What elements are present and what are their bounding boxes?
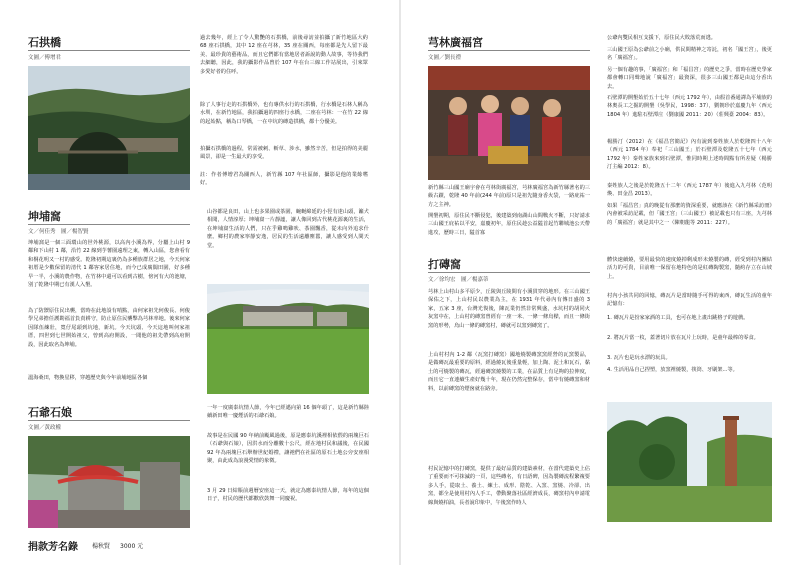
body-dazhuanwo-3: 村民記憶中的打磚窯，提供了最好品質的建築素材，在當代建築史上佔了重要而不可抹滅的一頁，這些磚名，有日語碑，因為製磚流程繁複要多人手，從取土、養土、練土、成形、陰乾、入窯、窯燒、冷卻、出窯，都全是使用村內人手工，帶動聚落社區經濟成長，磚窯村內申請電線與燒柏油，長者說印象中，午後窯作時人	[428, 466, 590, 506]
byline-kunpu: 文／何佳秀 圖／楊智賢	[28, 229, 89, 235]
byline-shibingqiao: 文圖／傅增君	[28, 55, 62, 61]
body-kunpu-2: 為了防禦原住民出襲，當時在此地設有哨點，由何家祖先何俊長、何俊學兄弟擔任護勘福首負責耕守，防止原住民襲擊為芎林率地。後來何家因隊伍練壯，寬仔尾頭到坑地，新坑。今天坑頭、今天這地叫何家祖厝，四世到七世開始祖父，曾到高府開設，一聞他的祖先帶到高府開設，因此取名為坤埔。	[28, 308, 190, 348]
byline-dazhuanwo: 文／徐均宏 圖／楊嘉蒂	[428, 277, 489, 283]
body-fuxing-8: 如果「福昌宮」真的晚從有那麼的資深重要，就應該在《新竹縣采訪冊》內會被采訪記載，但「國王宮」（三山國王）被記載也只有三座，九芎林的「廣福宮」就是其中之一（陳朝龍等 2011：227）。	[607, 203, 772, 226]
body-dazhuanwo-5: 村內小孩共同的回憶，磚瓦片是當時隨手可得的東西，磚瓦生活的童年記憶有：	[607, 293, 772, 308]
list-item: 4. 生活用品自己捏塑，放窯裡燒製，筷筒、牙刷架...等。	[607, 367, 738, 373]
photo-temple-ceremony	[428, 66, 590, 180]
body-fuxing-5: 石壁潭的開墾始於五十七年（西元 1792 年），由徦首番通譯為平埔族的林奧長工之掘的開墾（吳學民，1998：37），劉朝珍於嘉慶九年（西元 1804 年）進駐石壁潭庄（劉康國 2011：20）（莊興臺 2004：83）。	[607, 95, 772, 118]
title-rule	[428, 50, 590, 51]
byline-fuxing: 文圖／劉長禮	[428, 55, 462, 61]
body-shibaniang-1: 一年一度廣泰坑情人節，今年已經邁向第 16 個年頭了，這是新竹縣陸續新田唯一慶煙活的石爺石娘。	[207, 405, 369, 420]
body-dazhuanwo-4: 體快速續燒，要用最快的速度燒掉剩成形未燒製的磚，經受到村內團結活力的可貴，目前唯一保留在地特色的是紅磚陶製窯，隨約存立在山坡上。	[607, 257, 772, 280]
body-fuxing-4: 另一個有趣的事，「廣福宮」和「福昌宮」的歷史之爭，當時在歷史學家都會轉口同聲地說「廣福宮」最資深，很多三山國王都是由這分香出去。	[607, 67, 772, 90]
body-shibaniang-2: 故事是在民國 90 年納前颱風過後，原是應泰坑溪裡相依偎的兩塊巨石（石爺與石娘），因洪水而分離數十公尺，經在地村民和議後，在民國 92 年為兩塊巨石舉辦世紀婚禮，讓祂們在社區的原石土地公旁安座相聚，由此成為浪漫愛情的象徵。	[207, 433, 369, 465]
body-kunpu-3: 溫海桑田，物換星移，穿越歷史與今年前埔地區各個	[28, 375, 148, 381]
body-shibaniang-3: 3 月 29 日結賬前週曆安座這一天，就定為應泰坑情人節，每年的這個日子，村民的歷代都歡欣鼓舞一同慶祝。	[207, 488, 369, 503]
body-shibingqiao-2: 除了人事行走的石拱橋外，也有專供水行的石拱橋，行水橋是石林人稱為水圳，在新竹地區，我拍攝過的四座行水橋，二座在芎林：一在竹 22 線的起始點，稱為口琴橋，一在中坑的磚造拱橋，都十分優美。	[200, 102, 368, 125]
body-dazhuanwo-1: 芎林上山村山多平原少，丘陵與丘陵間有小溪貫穿的地形。在三山國王保佑之下，上山村民以農業為主，在 1931 年代尋內有傳日盛的 3 家，五家 3 座，台灣光復後，陳瓦業仍然非常興盛，水坑村的胡同火灰窯中在，上山村的磚窯曾經有一座一米、一條一條烏樑，而且一條街窯的形勢，烏山一條的磚窯村，磚就可以窯到磚窯了。	[428, 289, 590, 329]
article-title-kunpu: 坤埔窩	[28, 210, 61, 223]
title-rule	[28, 50, 190, 51]
list-item: 1. 磚瓦片是扮家家酒的工具，也可在地上畫出跳格子的遊戲。	[607, 315, 749, 321]
title-rule	[28, 420, 190, 421]
photo-stone-arch-bridge	[28, 66, 190, 190]
body-fuxing-1: 開墾初期，原住民不斷侵犯，後建築到南湖山山間戰火不斷，只好請求三山國王庇祐以平安，嘉慶初年，原住民趁公益隘首起竹聯城池公天帶進攻，歷時三日，隘首寡	[428, 213, 590, 236]
title-rule	[28, 224, 190, 225]
body-kunpu-4: 山谷都是良田，山上也多果園或茶園，蜿蜒綿延的小徑有達山頭，籬犬相聞，人情淳厚；坤埔窩一片靜謐，讓人像回到古代桃花源裏的生活，在坤埔窩生活的人們，只在乎雞鳴雞吠、茶園飄香，從未向外追求什麼。鄉村的農家寧靜安逸，居民的生活遠離塵囂，讓人感受到人間天堂。	[207, 209, 369, 249]
body-shibingqiao-3: 拍攝石拱橋的過程，常需被剌、斬草、涉水，雖然辛苦，但是拍得的美麗風景，卻是一生最大的享受。	[200, 146, 368, 161]
article-title-fuxing: 芎林廣福宮	[428, 36, 483, 49]
photo-brick-kiln-chimney	[607, 402, 772, 522]
donor-amount: 3000 元	[120, 543, 144, 550]
article-title-shibaniang: 石爺石娘	[28, 406, 72, 419]
list-item: 3. 瓦片也是玩水漂的玩具。	[607, 355, 671, 361]
article-title-shibingqiao: 石拱橋	[28, 36, 61, 49]
photo-caption-fuxing: 新竹縣三山國王廟宇會在芎林街廣福宮，芎林廣福宮為新竹縣著名的三級古蹟，乾隆 40 年前(244 年前)原只是祖先隨身香火袋，一路庇祐一方之主神。	[428, 185, 590, 208]
donation-title: 捐款芳名錄	[28, 542, 78, 553]
byline-shibaniang: 文圖／黃政權	[28, 425, 62, 431]
body-dazhuanwo-2: 上山村村內 1-2 鄰（瓦窯打磚窯）國地燒製磚窯窯經營的瓦窯製品，是做磚瓦最重要的原料，經過燒瓦後重量輕，加上陶、泥土和瓦石，黏土的可燒製的磚瓦，經過磚窯燒製的工業，在品質上有足夠的拉伸度，而且它一直連續生產好幾十年，現在仍然完整保存，當中有燒磚窯和材料，以前磚窯的煙囪就在路旁。	[428, 352, 590, 392]
body-fuxing-2: 公爺內雙民相互支援下，原住民大敗落荒而逃。	[607, 35, 716, 41]
list-item: 2. 將瓦片當一枚，蓋著切片放在瓦片上玩時，是童年最棒的零食。	[607, 335, 759, 341]
body-fuxing-7: 秦姓族人之後是於乾隆五十二年（西元 1787 年）後進入九芎林（范明煥、田金昌 2013）。	[607, 183, 772, 198]
photo-stone-couple	[28, 436, 190, 528]
right-page	[400, 0, 800, 565]
body-kunpu-1: 坤埔窩是一個三面環山的世外桃源，以高內小溪為界，分屬上山村 9 鄰和下山村 1 鄰，沿竹 22 線到芋薯園遠理之東，轉入山區，您會看有和桐花明又一村的感受。乾隆初期這裏仍為多種族群居之地，今天何家祖厝是少數保留的清代 1 鄰客家居住地，而今已成廣闊田園，好多種早一半，小溪的農作物，在竹林中還可以看到古樹，傍河有大的池塘，別了乾隆中期已有漢人入墾。	[28, 240, 190, 289]
article-title-dazhuanwo: 打磚窩	[428, 258, 461, 271]
donor-name: 楊秋賢	[92, 543, 111, 550]
body-fuxing-6: 楊勝汀（2012）在《福昌宮簡記》內有說到秦姓族人於乾隆四十八年（西元 1784 年）奉祀「三山國王」於石壁潭及乾隆五十七年（西元 1792 年）秦姓家族來到石壁潭，惟同時期上述時間點有所差疑（楊勝汀主編 2012：8）。	[607, 139, 772, 171]
body-shibingqiao-1: 過去幾年，經上了令人驚艷的石拱橋，前後尋訪並拍攝了新竹地區大約 68 座石拱橋，其中 12 座在芎林，35 座在關西，每座都是先人留下最美、最珍貴的藝術品，而且它們都有當地居者訴說的動人故事，等待我們去細聽，因此，我的攝影作品曾於 107 年在台三線工作站展出，引來眾多愛好者的住呼。	[200, 35, 368, 75]
note-shibingqiao: 註：作者傅增君為關西人，新竹縣 107 年社區師，攝影是他的業餘嗜好。	[200, 172, 368, 187]
title-rule	[428, 272, 590, 273]
photo-kunpu-village	[207, 284, 369, 394]
body-fuxing-3: 三山國王原為公爺前之小廟，供民間精神之寄託，初名「國王宮」，後更名「廣福宮」。	[607, 47, 772, 62]
